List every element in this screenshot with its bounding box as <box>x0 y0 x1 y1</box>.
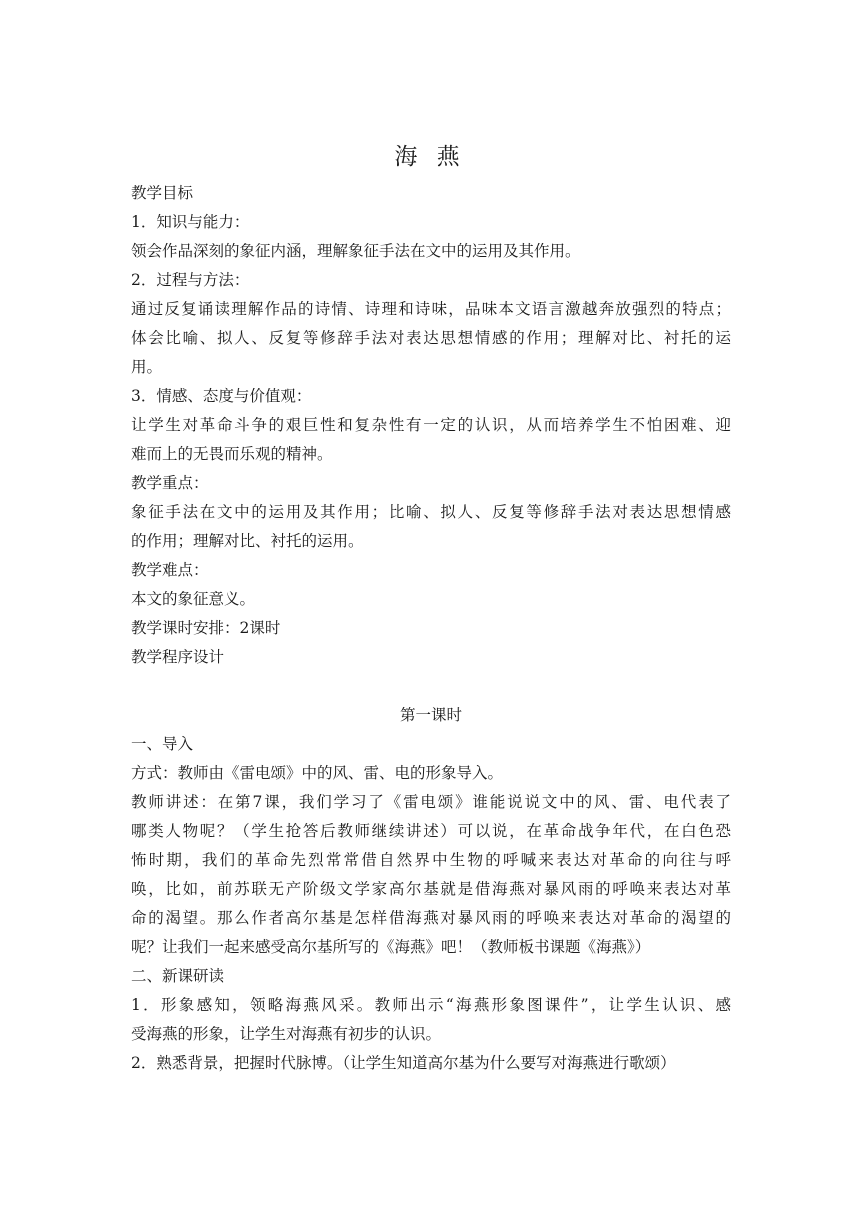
key-points-text-line: 象征手法在文中的运用及其作用；比喻、拟人、反复等修辞手法对表达思想情感 <box>131 503 731 521</box>
procedure-heading: 教学程序设计 <box>131 648 225 666</box>
teacher-talk-line: 唤，比如，前苏联无产阶级文学家高尔基就是借海燕对暴风雨的呼唤来表达对革 <box>131 880 731 898</box>
teacher-talk-line: 怖时期，我们的革命先烈常常借自然界中生物的呼喊来表达对革命的向往与呼 <box>131 851 731 869</box>
difficulty-heading: 教学难点： <box>131 561 209 579</box>
step-1-line: 受海燕的形象，让学生对海燕有初步的认识。 <box>131 1025 442 1043</box>
teacher-talk-line: 哪类人物呢？（学生抢答后教师继续讲述）可以说，在革命战争年代，在白色恐 <box>131 822 731 840</box>
objective-1-text: 领会作品深刻的象征内涵，理解象征手法在文中的运用及其作用。 <box>131 242 581 260</box>
document-body <box>131 179 731 1078</box>
objective-2-text-line: 通过反复诵读理解作品的诗情、诗理和诗味，品味本文语言激越奔放强烈的特点； <box>131 300 731 318</box>
teacher-talk-line: 教师讲述：在第7课，我们学习了《雷电颂》谁能说说文中的风、雷、电代表了 <box>131 793 731 811</box>
objective-2-text-line: 用。 <box>131 358 163 376</box>
objective-3-text-line: 让学生对革命斗争的艰巨性和复杂性有一定的认识，从而培养学生不怕困难、迎 <box>131 416 731 434</box>
objective-2-text-line: 体会比喻、拟人、反复等修辞手法对表达思想情感的作用；理解对比、衬托的运 <box>131 329 731 347</box>
objectives-heading: 教学目标 <box>131 184 194 202</box>
key-points-text-line: 的作用；理解对比、衬托的运用。 <box>131 532 364 550</box>
intro-method: 方式：教师由《雷电颂》中的风、雷、电的形象导入。 <box>131 764 504 782</box>
objective-3-heading: 3．情感、态度与价值观： <box>131 387 312 405</box>
key-points-heading: 教学重点： <box>131 474 209 492</box>
class-schedule: 教学课时安排：2课时 <box>131 619 281 637</box>
step-1-line: 1．形象感知，领略海燕风采。教师出示“海燕形象图课件”，让学生认识、感 <box>131 996 731 1014</box>
teacher-talk-line: 呢？让我们一起来感受高尔基所写的《海燕》吧！（教师板书课题《海燕》） <box>131 938 651 956</box>
objective-3-text-line: 难而上的无畏而乐观的精神。 <box>131 445 333 463</box>
lesson-1-heading: 第一课时 <box>399 706 462 724</box>
intro-heading: 一、导入 <box>131 735 194 753</box>
difficulty-text: 本文的象征意义。 <box>131 590 256 608</box>
objective-2-heading: 2．过程与方法： <box>131 271 250 289</box>
teacher-talk-line: 命的渴望。那么作者高尔基是怎样借海燕对暴风雨的呼唤来表达对革命的渴望的 <box>131 909 731 927</box>
objective-1-heading: 1．知识与能力： <box>131 213 250 231</box>
document-title: 海 燕 <box>394 144 466 170</box>
step-2-line: 2．熟悉背景，把握时代脉博。（让学生知道高尔基为什么要写对海燕进行歌颂） <box>131 1054 676 1072</box>
blank-line <box>131 672 731 701</box>
new-lesson-heading: 二、新课研读 <box>131 967 225 985</box>
